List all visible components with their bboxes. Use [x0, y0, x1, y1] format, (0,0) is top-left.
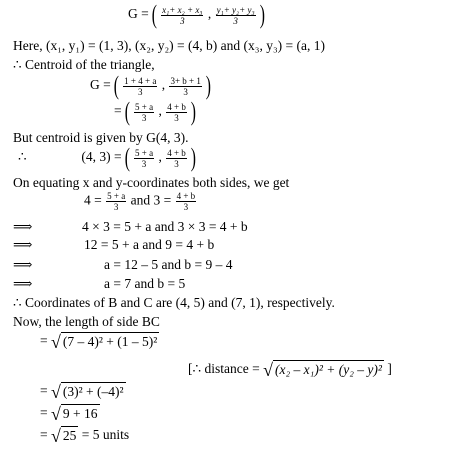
fraction-numerator: 4 + b	[167, 147, 186, 158]
close-paren: )	[190, 143, 197, 172]
fraction-denominator: 3	[138, 86, 143, 97]
fraction-denominator: 3	[174, 158, 179, 169]
fraction-numerator: y₁+ y₂+ y₃	[216, 4, 255, 15]
comma: ,	[207, 6, 212, 22]
equals-sign: =	[40, 427, 48, 443]
fraction-y	[169, 76, 201, 97]
radical-sign: √	[263, 360, 273, 380]
radicand: (x₂ – x₁)² + (y₂ – y)²	[274, 362, 382, 378]
comma: ,	[158, 103, 162, 119]
close-paren: )	[205, 71, 212, 100]
fraction-numerator: 4 + b	[167, 101, 186, 112]
equation-lhs: (4, 3) =	[81, 149, 122, 165]
step-text: 4 × 3 = 5 + a and 3 × 3 = 4 + b	[82, 219, 248, 234]
fraction-numerator: 4 + b	[176, 191, 196, 201]
final-answer: = 5 units	[81, 427, 130, 443]
fraction-denominator: 3	[141, 158, 147, 169]
centroid-formula	[128, 2, 265, 28]
fraction-denominator: 3	[183, 86, 188, 97]
radical-sign: √	[51, 426, 61, 446]
implies-arrow: ⟹	[13, 237, 33, 252]
equals-sign: =	[40, 405, 48, 421]
equating-equations	[84, 191, 197, 212]
note-open: [∴ distance =	[188, 361, 260, 377]
fraction-x	[106, 191, 126, 212]
open-paren: (	[124, 97, 130, 126]
step-row	[13, 238, 32, 252]
square-root	[51, 333, 159, 351]
close-paren: )	[259, 0, 265, 29]
centroid-heading: ∴ Centroid of the triangle,	[13, 57, 155, 72]
fraction-x	[123, 76, 157, 97]
step-text: a = 7 and b = 5	[104, 276, 186, 291]
therefore-symbol: ∴	[18, 149, 27, 165]
formula-g-label: G =	[128, 6, 149, 22]
distance-expression	[40, 333, 159, 351]
fraction-denominator: 3	[180, 15, 185, 26]
step-row	[13, 220, 32, 234]
fraction-y	[166, 148, 187, 169]
given-centroid-line: But centroid is given by G(4, 3).	[13, 130, 189, 145]
coordinates-line: ∴ Coordinates of B and C are (4, 5) and (7, 1), respectively.	[13, 295, 335, 310]
fraction-denominator: 3	[183, 202, 189, 212]
radicand: (7 – 4)² + (1 – 5)²	[62, 334, 158, 350]
fraction-denominator: 3	[174, 112, 179, 123]
fraction-numerator: x₁+ x₂ + x₃	[162, 4, 203, 15]
fraction-x	[134, 148, 154, 169]
square-root	[263, 361, 384, 379]
equation-mid: and 3 =	[130, 192, 172, 208]
radicand: 25	[62, 428, 77, 444]
implies-arrow: ⟹	[13, 257, 33, 272]
fraction-numerator: 5 + a	[135, 101, 154, 112]
formula-g-label: G =	[90, 77, 111, 93]
fraction-x	[134, 102, 154, 123]
fraction-numerator: 1 + 4 + a	[124, 75, 157, 86]
comma: ,	[158, 149, 162, 165]
distance-step	[40, 383, 126, 401]
equating-line: On equating x and y-coordinates both sides, we get	[13, 175, 290, 190]
step-row	[13, 258, 32, 272]
radical-sign: √	[51, 382, 61, 402]
open-paren: (	[113, 71, 120, 100]
fraction-denominator: 3	[233, 15, 238, 26]
centroid-substitution	[90, 73, 211, 99]
implies-arrow: ⟹	[13, 276, 33, 291]
square-root	[51, 427, 78, 445]
length-heading: Now, the length of side BC	[13, 314, 160, 329]
square-root	[51, 405, 100, 423]
radicand: 9 + 16	[62, 406, 98, 422]
fraction-denominator: 3	[141, 112, 147, 123]
radical-sign: √	[51, 332, 61, 352]
vertices-line: Here, (x₁, y₁) = (1, 3), (x₂, y₂) = (4, b) and (x₃, y₃) = (a, 1)	[13, 38, 325, 53]
step-text: a = 12 – 5 and b = 9 – 4	[104, 257, 233, 272]
distance-formula-note	[188, 361, 392, 379]
implies-arrow: ⟹	[13, 219, 33, 234]
fraction-numerator: 5 + a	[107, 191, 126, 201]
note-close: ]	[387, 361, 392, 377]
fraction-numerator: 3+ b + 1	[170, 75, 201, 86]
fraction-numerator: 5 + a	[135, 147, 154, 158]
close-paren: )	[190, 97, 197, 126]
equation-lhs: 4 =	[84, 192, 102, 208]
open-paren: (	[151, 0, 158, 29]
open-paren: (	[124, 143, 130, 172]
distance-step	[40, 405, 100, 423]
fraction-y	[166, 102, 187, 123]
fraction-denominator: 3	[113, 202, 119, 212]
comma: ,	[161, 77, 166, 93]
radicand: (3)² + (–4)²	[62, 384, 124, 400]
fraction-y	[176, 191, 197, 212]
step-text: 12 = 5 + a and 9 = 4 + b	[84, 237, 215, 252]
step-row	[13, 277, 32, 291]
radical-sign: √	[51, 404, 61, 424]
equals-sign: =	[40, 333, 48, 349]
centroid-equation	[18, 145, 196, 171]
equals-sign: =	[114, 103, 122, 119]
distance-result	[40, 427, 129, 445]
centroid-simplified	[114, 99, 196, 125]
equals-sign: =	[40, 383, 48, 399]
square-root	[51, 383, 126, 401]
fraction-y-sum	[216, 5, 256, 26]
fraction-x-sum	[161, 5, 203, 26]
